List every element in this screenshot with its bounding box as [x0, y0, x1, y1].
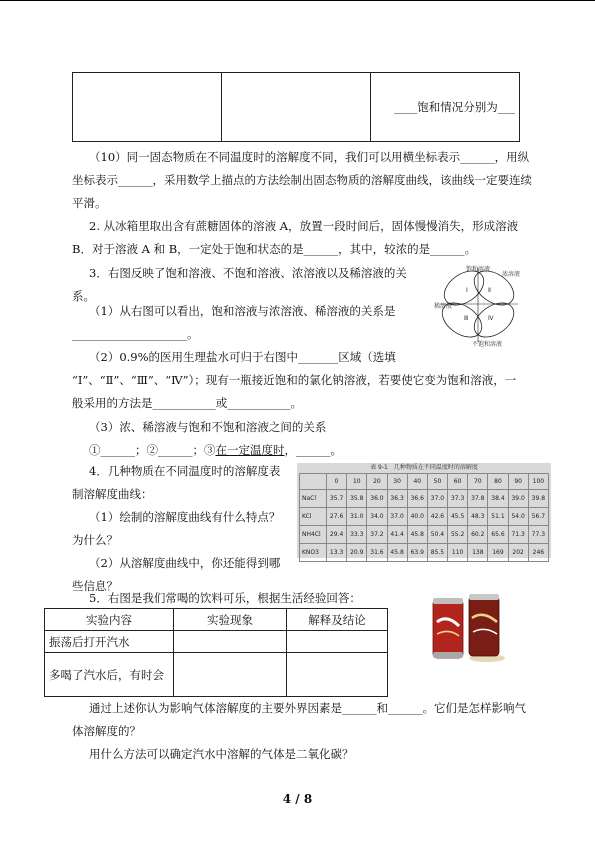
para10-line1: （10）同一固态物质在不同温度时的溶解度不同，我们可以用横坐标表示______，用纵: [89, 150, 530, 164]
solubility-temp-header: 0: [327, 474, 347, 490]
solubility-value: 39.8: [528, 490, 548, 508]
solubility-value: 35.8: [347, 490, 367, 508]
solubility-table-figure: [297, 463, 551, 558]
solubility-value: 55.2: [448, 526, 468, 544]
solubility-temp-header: 60: [448, 474, 468, 490]
diagram-region-1: Ⅰ: [466, 287, 468, 294]
diagram-label-unsaturated: 不饱和溶液: [472, 341, 503, 348]
q3-sub3: （3）浓、稀溶液与饱和不饱和溶液之间的关系: [89, 420, 327, 434]
solubility-value: 41.4: [387, 526, 407, 544]
solubility-row: [300, 490, 549, 508]
diagram-region-4: Ⅳ: [488, 315, 494, 322]
solubility-value: 36.6: [407, 490, 427, 508]
experiment-table: [44, 608, 388, 697]
q4-sub1b: 为什么？: [72, 533, 118, 547]
solubility-value: 42.6: [427, 508, 447, 526]
q4-sub2b: 些信息？: [72, 579, 118, 593]
solubility-value: 85.5: [427, 544, 447, 562]
q5-line1: 5．右图是我们常喝的饮料可乐，根据生活经验回答：: [89, 591, 361, 605]
top-table: [72, 72, 520, 142]
solubility-temp-header: 70: [468, 474, 488, 490]
solubility-value: 45.8: [387, 544, 407, 562]
q4-sub1: （1）绘制的溶解度曲线有什么特点？: [89, 510, 281, 524]
q4-sub2: （2）从溶解度曲线中，你还能得到哪: [89, 556, 281, 570]
solubility-temp-header: 50: [427, 474, 447, 490]
solubility-value: 35.7: [327, 490, 347, 508]
solubility-substance: KNO3: [300, 544, 327, 562]
experiment-row2-phenomenon: [174, 653, 287, 697]
solubility-value: 77.3: [528, 526, 548, 544]
q3-sub3-answers: ①______；②______；③在一定温度时，______。: [89, 443, 342, 457]
experiment-row1-content: 振荡后打开汽水: [45, 631, 174, 653]
experiment-row1-conclusion: [287, 631, 388, 653]
solubility-value: 38.4: [488, 490, 508, 508]
solubility-value: 48.3: [468, 508, 488, 526]
solubility-value: 29.4: [327, 526, 347, 544]
solubility-value: 27.6: [327, 508, 347, 526]
diagram-region-2: Ⅱ: [488, 287, 491, 294]
experiment-row1-phenomenon: [174, 631, 287, 653]
experiment-row2-conclusion: [287, 653, 388, 697]
solubility-corner: [300, 474, 327, 490]
solubility-temp-header: 20: [367, 474, 387, 490]
solubility-temp-header: 90: [508, 474, 528, 490]
top-rule: [0, 0, 595, 1]
solubility-value: 169: [488, 544, 508, 562]
solubility-substance: NaCl: [300, 490, 327, 508]
para10-line2: 坐标表示______，采用数学上描点的方法绘制出固态物质的溶解度曲线，该曲线一定要连续: [72, 173, 532, 187]
solubility-temp-header: 40: [407, 474, 427, 490]
solubility-row: [300, 526, 549, 544]
solubility-temp-header: 80: [488, 474, 508, 490]
solubility-value: 37.3: [448, 490, 468, 508]
solubility-row: [300, 544, 549, 562]
solubility-temp-header: 100: [528, 474, 548, 490]
solubility-value: 31.0: [347, 508, 367, 526]
top-table-cell-3: ____饱和情况分别为___: [371, 73, 520, 142]
q3-sub1b: ____________________。: [72, 327, 199, 341]
diagram-label-saturated: 饱和溶液: [466, 266, 491, 273]
q3-sub2a: （2）0.9%的医用生理盐水可归于右图中_______区域（选填: [89, 350, 396, 364]
solubility-value: 50.4: [427, 526, 447, 544]
top-table-cell-1: [73, 73, 222, 142]
solubility-table: [299, 473, 549, 562]
q2-line1: 2. 从冰箱里取出含有蔗糖固体的溶液 A，放置一段时间后，固体慢慢消失，形成溶液: [89, 219, 519, 233]
q5-after2: 体溶解度的？: [72, 724, 141, 738]
solubility-temp-header: 10: [347, 474, 367, 490]
diagram-label-dilute: 稀溶液: [434, 303, 453, 310]
solubility-table-caption: 表 9-1 几种物质在不同温度时的溶解度: [370, 464, 478, 471]
q2-line2: B．对于溶液 A 和 B，一定处于饱和状态的是______，其中，较浓的是______。: [72, 242, 477, 256]
solubility-value: 56.7: [528, 508, 548, 526]
solubility-value: 20.9: [347, 544, 367, 562]
top-table-cell-2: [222, 73, 371, 142]
solubility-value: 36.0: [367, 490, 387, 508]
diagram-region-3: Ⅲ: [464, 315, 469, 322]
solubility-value: 45.5: [448, 508, 468, 526]
q5-after1: 通过上述你认为影响气体溶解度的主要外界因素是______和______。它们是怎样影响气: [89, 701, 526, 715]
petal-unsaturated: [468, 296, 520, 344]
solubility-value: 39.0: [508, 490, 528, 508]
solubility-value: 51.1: [488, 508, 508, 526]
experiment-header-phenomenon: 实验现象: [174, 609, 287, 631]
solubility-temp-header: 30: [387, 474, 407, 490]
q4-line2: 制溶解度曲线：: [72, 487, 153, 501]
solubility-substance: NH4Cl: [300, 526, 327, 544]
solubility-value: 34.0: [367, 508, 387, 526]
solubility-value: 65.6: [488, 526, 508, 544]
solubility-value: 45.8: [407, 526, 427, 544]
diagram-label-concentrated: 浓溶液: [502, 271, 521, 278]
q3-line1: 3．右图反映了饱和溶液、不饱和溶液、浓溶液以及稀溶液的关: [89, 266, 407, 280]
q3-line2: 系。: [72, 289, 95, 303]
solubility-value: 60.2: [468, 526, 488, 544]
q5-after3: 用什么方法可以确定汽水中溶解的气体是二氧化碳？: [89, 747, 354, 761]
solubility-value: 54.0: [508, 508, 528, 526]
page-number: 4 / 8: [282, 792, 313, 806]
solubility-value: 138: [468, 544, 488, 562]
experiment-row2-content: 多喝了汽水后，有时会: [45, 653, 174, 697]
solubility-substance: KCl: [300, 508, 327, 526]
solubility-value: 246: [528, 544, 548, 562]
solubility-value: 40.0: [407, 508, 427, 526]
solubility-value: 71.3: [508, 526, 528, 544]
solubility-value: 37.0: [387, 508, 407, 526]
q3-sub2b: “Ⅰ”、“Ⅱ”、“Ⅲ”、“Ⅳ”）；现有一瓶接近饱和的氯化钠溶液，若要使它变为饱和溶液，一: [72, 373, 517, 387]
cola-cans-image: [427, 592, 509, 666]
solubility-value: 202: [508, 544, 528, 562]
solubility-value: 37.0: [427, 490, 447, 508]
q3-sub2c: 般采用的方法是___________或___________。: [72, 396, 302, 410]
solubility-value: 110: [448, 544, 468, 562]
solubility-row: [300, 508, 549, 526]
q4-line1: 4．几种物质在不同温度时的溶解度表: [89, 464, 281, 478]
experiment-header-content: 实验内容: [45, 609, 174, 631]
experiment-header-conclusion: 解释及结论: [287, 609, 388, 631]
solubility-value: 37.8: [468, 490, 488, 508]
solubility-value: 37.2: [367, 526, 387, 544]
solubility-value: 13.3: [327, 544, 347, 562]
solubility-value: 36.3: [387, 490, 407, 508]
solubility-value: 63.9: [407, 544, 427, 562]
q3-sub1a: （1）从右图可以看出，饱和溶液与浓溶液、稀溶液的关系是: [89, 304, 396, 318]
solution-relation-diagram: [432, 262, 524, 348]
solubility-value: 33.3: [347, 526, 367, 544]
solubility-value: 31.6: [367, 544, 387, 562]
para10-line3: 平滑。: [72, 196, 107, 210]
